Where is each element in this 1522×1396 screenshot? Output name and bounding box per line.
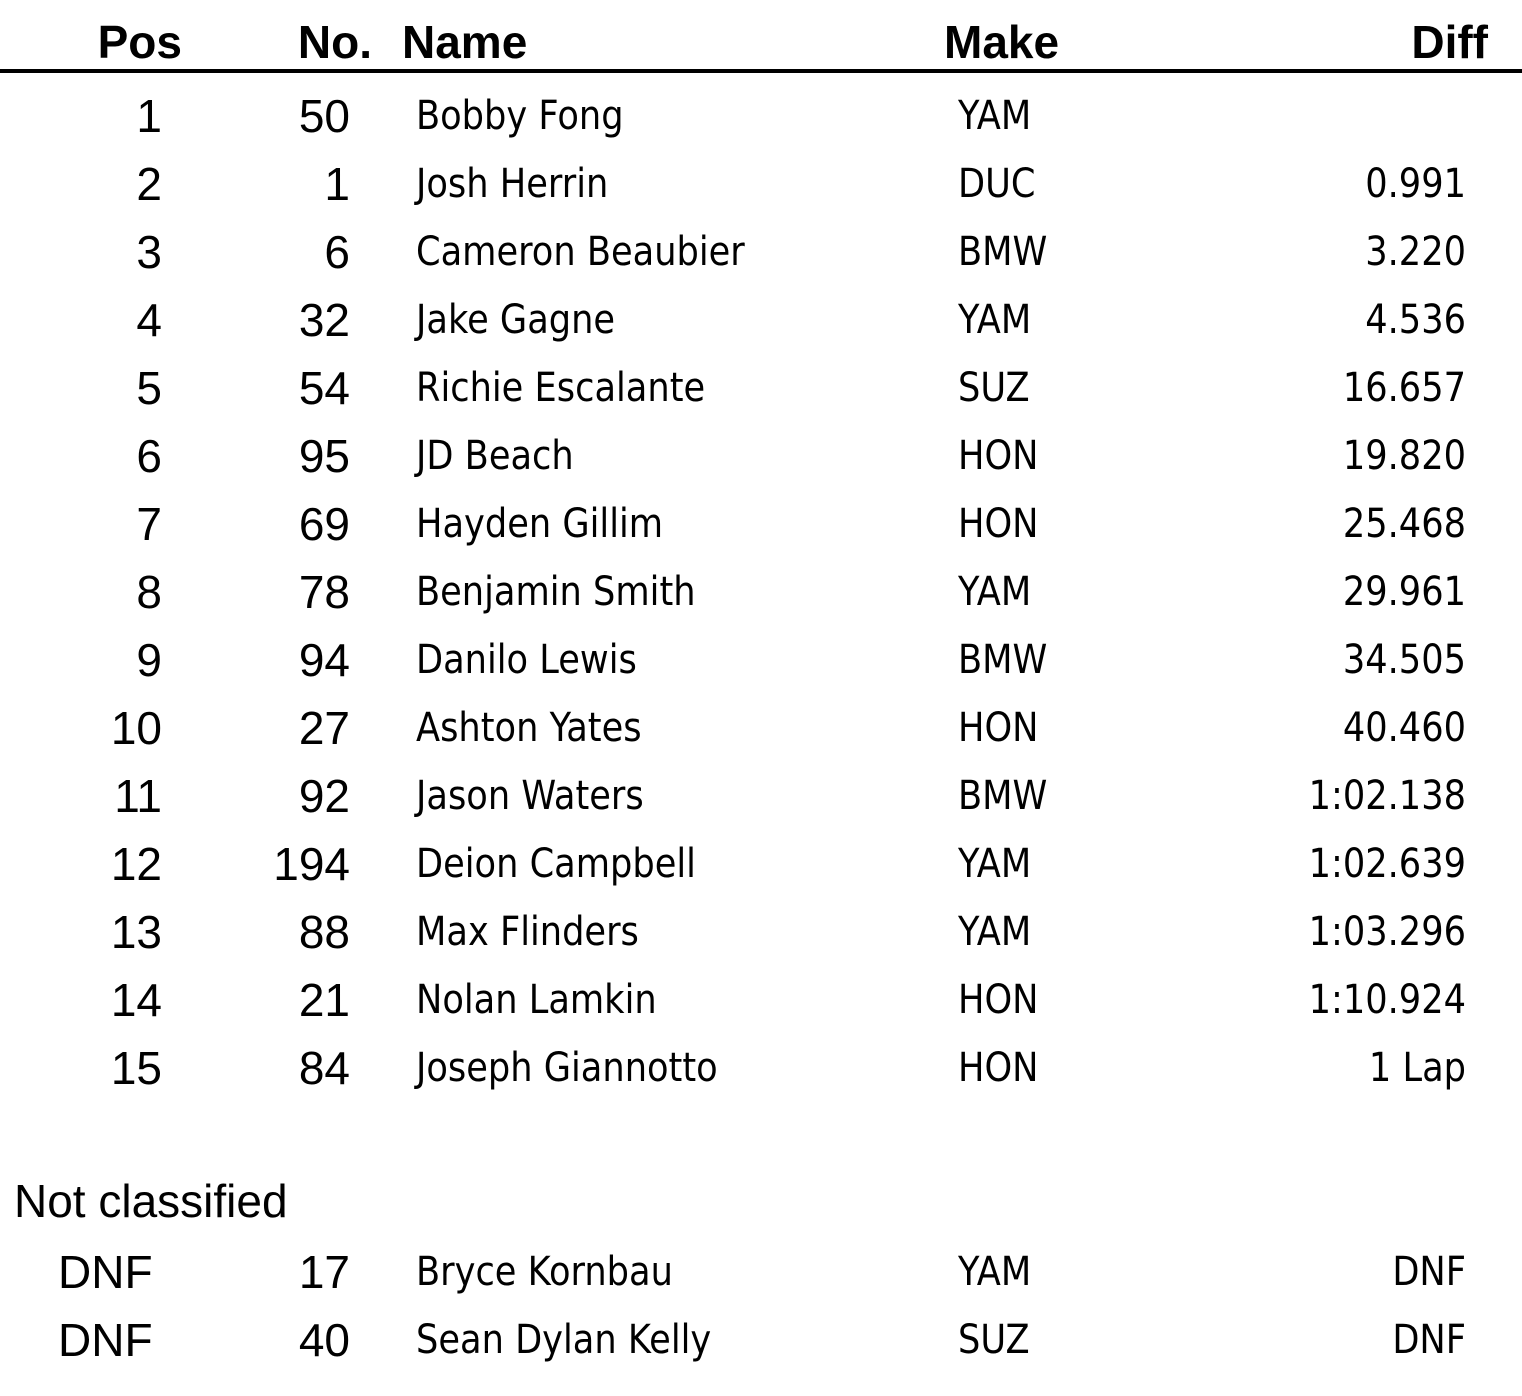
row-number: 17 (298, 1246, 350, 1298)
row-diff: 3.220 (1365, 229, 1466, 275)
row-rider-name: Max Flinders (416, 909, 639, 955)
row-diff: 25.468 (1342, 501, 1466, 547)
table-row (0, 82, 1522, 150)
row-number: 40 (298, 1314, 350, 1366)
table-row (0, 218, 1522, 286)
header-divider (0, 69, 1522, 73)
row-rider-name: Bryce Kornbau (416, 1249, 673, 1295)
row-make: BMW (958, 229, 1048, 275)
row-rider-name: Nolan Lamkin (416, 977, 657, 1023)
row-number: 6 (324, 226, 350, 278)
row-make: BMW (958, 773, 1048, 819)
header-make: Make (944, 16, 1060, 68)
row-pos: 8 (136, 566, 162, 618)
row-make: YAM (958, 297, 1032, 343)
row-make: YAM (958, 1249, 1032, 1295)
table-row (0, 762, 1522, 830)
row-number: 21 (298, 974, 350, 1026)
row-number: 78 (298, 566, 350, 618)
row-rider-name: Jason Waters (416, 773, 644, 819)
row-diff: 1:03.296 (1308, 909, 1466, 955)
row-pos: 15 (110, 1042, 162, 1094)
table-row (0, 354, 1522, 422)
table-row (0, 626, 1522, 694)
table-row (0, 1306, 1522, 1374)
table-row (0, 898, 1522, 966)
row-rider-name: Sean Dylan Kelly (416, 1317, 712, 1363)
row-make: BMW (958, 637, 1048, 683)
table-row (0, 150, 1522, 218)
row-rider-name: Hayden Gillim (416, 501, 664, 547)
row-pos: 7 (136, 498, 162, 550)
row-pos: 9 (136, 634, 162, 686)
row-make: YAM (958, 841, 1032, 887)
row-pos: 3 (136, 226, 162, 278)
row-diff: 16.657 (1342, 365, 1466, 411)
table-row (0, 966, 1522, 1034)
row-diff: 1 Lap (1368, 1045, 1466, 1091)
row-make: HON (958, 1045, 1039, 1091)
row-number: 54 (298, 362, 350, 414)
row-number: 27 (298, 702, 350, 754)
row-diff: 4.536 (1365, 297, 1466, 343)
row-rider-name: Benjamin Smith (416, 569, 696, 615)
row-make: YAM (958, 569, 1032, 615)
table-row (0, 694, 1522, 762)
row-pos: DNF (58, 1314, 153, 1366)
row-pos: 1 (136, 90, 162, 142)
row-rider-name: Deion Campbell (416, 841, 696, 887)
row-make: YAM (958, 909, 1032, 955)
row-make: SUZ (958, 365, 1030, 411)
row-pos: 13 (110, 906, 162, 958)
row-number: 194 (273, 838, 350, 890)
row-number: 32 (298, 294, 350, 346)
row-diff: 19.820 (1342, 433, 1466, 479)
header-no: No. (297, 16, 372, 68)
row-diff: 0.991 (1365, 161, 1466, 207)
row-number: 84 (298, 1042, 350, 1094)
not-classified-heading: Not classified (14, 1175, 288, 1227)
row-number: 50 (298, 90, 350, 142)
row-pos: 5 (136, 362, 162, 414)
row-pos: DNF (58, 1246, 153, 1298)
table-row (0, 1034, 1522, 1102)
row-pos: 10 (110, 702, 162, 754)
table-row (0, 490, 1522, 558)
row-make: HON (958, 501, 1039, 547)
row-rider-name: Josh Herrin (416, 161, 609, 207)
row-pos: 4 (136, 294, 162, 346)
row-make: HON (958, 977, 1039, 1023)
row-number: 95 (298, 430, 350, 482)
row-rider-name: Bobby Fong (416, 93, 624, 139)
row-number: 69 (298, 498, 350, 550)
row-rider-name: Danilo Lewis (416, 637, 637, 683)
row-number: 92 (298, 770, 350, 822)
row-diff: 1:10.924 (1308, 977, 1466, 1023)
row-diff: DNF (1392, 1249, 1466, 1295)
table-row (0, 830, 1522, 898)
row-rider-name: JD Beach (416, 433, 574, 479)
row-diff: DNF (1392, 1317, 1466, 1363)
results-header (0, 0, 1522, 74)
row-rider-name: Cameron Beaubier (416, 229, 745, 275)
row-make: HON (958, 433, 1039, 479)
header-name: Name (402, 16, 528, 68)
header-diff: Diff (1411, 16, 1488, 68)
row-rider-name: Joseph Giannotto (416, 1045, 718, 1091)
table-row (0, 422, 1522, 490)
row-number: 94 (298, 634, 350, 686)
row-rider-name: Jake Gagne (416, 297, 616, 343)
row-diff: 1:02.639 (1308, 841, 1466, 887)
row-rider-name: Richie Escalante (416, 365, 706, 411)
row-number: 1 (324, 158, 350, 210)
row-diff: 1:02.138 (1308, 773, 1466, 819)
row-diff: 34.505 (1342, 637, 1466, 683)
row-diff: 40.460 (1342, 705, 1466, 751)
row-rider-name: Ashton Yates (416, 705, 642, 751)
table-row (0, 558, 1522, 626)
row-pos: 14 (110, 974, 162, 1026)
row-diff: 29.961 (1342, 569, 1466, 615)
row-pos: 2 (136, 158, 162, 210)
row-make: SUZ (958, 1317, 1030, 1363)
table-row (0, 286, 1522, 354)
row-pos: 11 (114, 770, 162, 822)
row-make: DUC (958, 161, 1036, 207)
row-number: 88 (298, 906, 350, 958)
row-pos: 12 (110, 838, 162, 890)
row-pos: 6 (136, 430, 162, 482)
row-make: HON (958, 705, 1039, 751)
header-pos: Pos (97, 16, 182, 68)
table-row (0, 1238, 1522, 1306)
row-make: YAM (958, 93, 1032, 139)
